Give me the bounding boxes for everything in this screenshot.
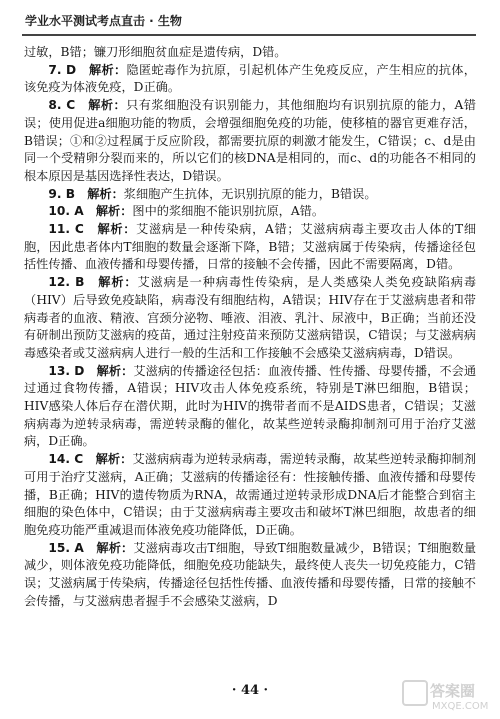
page-number: · 44 · (231, 683, 269, 698)
answer-10 (24, 203, 476, 221)
answer-label: 9. B 解析： (48, 186, 124, 201)
answer-label: 7. D 解析： (48, 62, 127, 77)
answer-label: 12. B 解析： (48, 275, 138, 290)
answer-9 (24, 186, 476, 204)
answer-text: 艾滋病是一种传染病，A错；艾滋病病毒主要攻击人体的T细胞，因此患者体内T细胞的数量会逐渐下降，B错；艾滋病属于传染病，传播途径包括性传播、血液传播和母婴传播，日常的接触不会传播，因此不需要隔离，D错。 (24, 222, 477, 272)
answer-label: 13. D 解析： (48, 363, 134, 378)
watermark-text: 答案圈 (430, 682, 476, 700)
answer-label: 10. A 解析： (48, 204, 133, 219)
answer-text: 浆细胞产生抗体，无识别抗原的能力，B错误。 (123, 186, 377, 201)
answer-label: 15. A 解析： (48, 540, 134, 555)
watermark-logo (402, 680, 494, 714)
answer-text: 只有浆细胞没有识别能力，其他细胞均有识别抗原的能力，A错误；使用促进a细胞功能的物质，会增强细胞免疫的功能，使移植的器官更难存活，B错误；①和②过程属于反应阶段，都需要抗原的刺激才能发生，C错误；c、d是由同一个受精卵分裂而来的，所以它们的核DNA是相同的，而c、d的功能各不相同的根本原因是基因选择性表达，D错误。 (24, 98, 476, 183)
paragraph-text: 过敏，B错；镰刀形细胞贫血症是遗传病，D错。 (24, 45, 287, 59)
answer-text: 隐匿蛇毒作为抗原，引起机体产生免疫反应，产生相应的抗体，该免疫为体液免疫，D正确。 (24, 62, 476, 95)
answer-label: 14. C 解析： (48, 452, 133, 467)
paragraph-continued (24, 44, 476, 62)
watermark-url: MXQE.COM (432, 701, 489, 712)
answer-text: 图中的浆细胞不能识别抗原，A错。 (132, 204, 325, 219)
answer-text: 艾滋病的传播途径包括：血液传播、性传播、母婴传播，不会通过通过食物传播，A错误；HIV攻击人体免疫系统，特别是T淋巴细胞，B错误；HIV感染人体后存在潜伏期，此时为HIV的携带者而不是AIDS患者，C错误；艾滋病病毒为逆转录病毒，需逆转录酶的催化，故某些逆转录酶抑制剂可用于治疗艾滋病，D正确。 (24, 363, 477, 449)
answer-13 (24, 363, 476, 452)
answer-15 (24, 540, 476, 611)
answer-label: 8. C 解析： (48, 98, 127, 113)
answer-body (24, 44, 476, 611)
answer-11 (24, 221, 476, 274)
watermark-icon (402, 680, 428, 706)
answer-8 (24, 97, 476, 186)
answer-label: 11. C 解析： (48, 222, 137, 237)
answer-14 (24, 451, 476, 540)
running-header: 学业水平测试考点直击 · 生物 (25, 14, 182, 28)
answer-text: 艾滋病是一种病毒性传染病，是人类感染人类免疫缺陷病毒（HIV）后导致免疫缺陷，病毒没有细胞结构，A错误；HIV存在于艾滋病患者和带病毒者的血液、精液、宫颈分泌物、唾液、泪液、乳汁、尿液中，B正确；当前还没有研制出预防艾滋病的疫苗，通过注射疫苗来预防艾滋病错误，C错误；与艾滋病病毒感染者或艾滋病病人进行一般的生活和工作接触不会感染艾滋病病毒，D错误。 (24, 275, 477, 360)
answer-text: 艾滋病毒攻击T细胞，导致T细胞数量减少，B错误；T细胞数量减少，则体液免疫功能降低，细胞免疫功能缺失，最终使人丧失一切免疫能力，C错误；艾滋病属于传染病，传播途径包括性传播、血液传播和母婴传播，日常的接触不会传播，与艾滋病患者握手不会感染艾滋病，D (24, 540, 477, 608)
answer-7 (24, 62, 476, 97)
answer-12 (24, 274, 476, 363)
answer-text: 艾滋病病毒为逆转录病毒，需逆转录酶，故某些逆转录酶抑制剂可用于治疗艾滋病，A正确；艾滋病的传播途径有：性接触传播、血液传播和母婴传播，B正确；HIV的遗传物质为RNA，故需通过逆转录形成DNA后才能整合到宿主细胞的染色体中，C错误；由于艾滋病病毒主要攻击和破坏T淋巴细胞，故患者的细胞免疫功能严重减退而体液免疫功能降低，D正确。 (24, 452, 477, 537)
header-divider (22, 34, 476, 36)
